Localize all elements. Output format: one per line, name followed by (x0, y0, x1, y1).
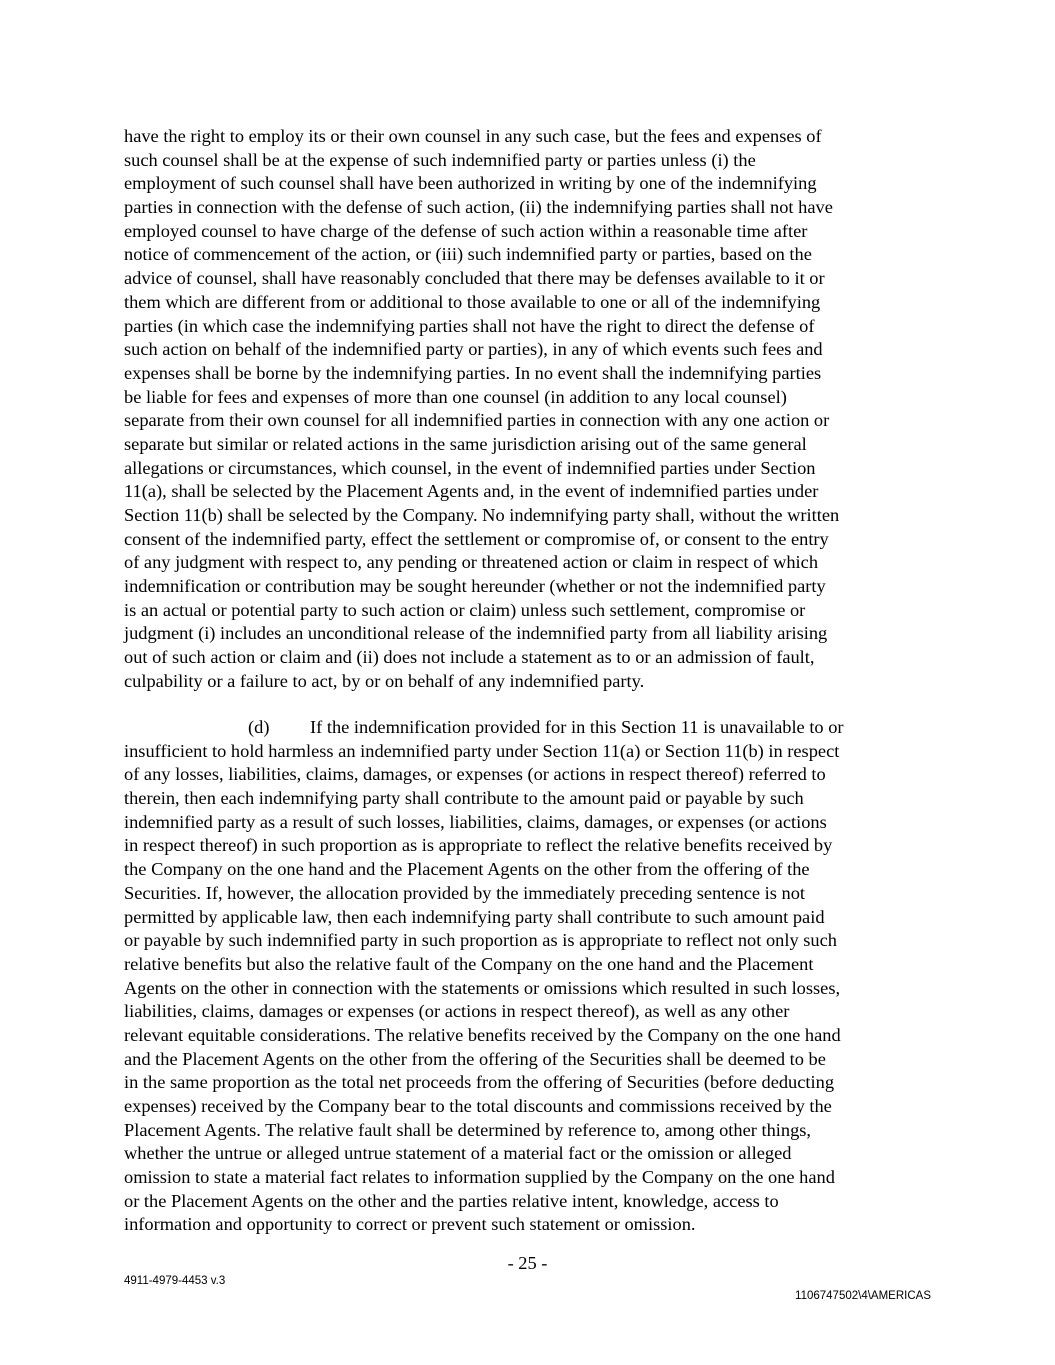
text-line: expenses shall be borne by the indemnifying parties. In no event shall the indemnifying parties (124, 362, 822, 383)
text-line: separate from their own counsel for all indemnified parties in connection with any one action or (124, 410, 830, 431)
text-line: Placement Agents. The relative fault shall be determined by reference to, among other things, (124, 1119, 812, 1140)
first-line-text: If the indemnification provided for in this Section 11 is unavailable to or (310, 717, 844, 737)
text-line: insufficient to hold harmless an indemnified party under Section 11(a) or Section 11(b) in respect (124, 740, 840, 761)
text-line: such counsel shall be at the expense of such indemnified party or parties unless (i) the (124, 149, 756, 170)
text-line: judgment (i) includes an unconditional release of the indemnified party from all liability arising (124, 623, 828, 644)
text-line: or payable by such indemnified party in such proportion as is appropriate to reflect not only such (124, 930, 837, 951)
text-line: or the Placement Agents on the other and the parties relative intent, knowledge, access to (124, 1190, 779, 1211)
text-line: separate but similar or related actions in the same jurisdiction arising out of the same general (124, 433, 807, 454)
text-line: expenses) received by the Company bear to the total discounts and commissions received by the (124, 1096, 832, 1116)
text-line: relative benefits but also the relative fault of the Company on the one hand and the Placement (124, 953, 814, 974)
text-line: permitted by applicable law, then each indemnifying party shall contribute to such amount paid (124, 906, 825, 927)
text-line: employment of such counsel shall have been authorized in writing by one of the indemnifying (124, 173, 817, 194)
text-line: Securities. If, however, the allocation provided by the immediately preceding sentence is not (124, 882, 806, 903)
text-line: indemnification or contribution may be sought hereunder (whether or not the indemnified party (124, 576, 826, 597)
text-line: in respect thereof) in such proportion as is appropriate to reflect the relative benefits received by (124, 835, 833, 856)
text-line: out of such action or claim and (ii) does not include a statement as to or an admission of fault, (124, 647, 815, 668)
paragraph-continuation (124, 125, 939, 694)
document-id-right: 1106747502\4\AMERICAS (795, 1290, 931, 1302)
text-line: the Company on the one hand and the Placement Agents on the other from the offering of the (124, 859, 810, 880)
text-line: culpability or a failure to act, by or on behalf of any indemnified party. (124, 670, 645, 691)
paragraph-section-d (124, 716, 939, 1237)
text-line: of any losses, liabilities, claims, damages, or expenses (or actions in respect thereof) referred to (124, 764, 826, 785)
text-line: employed counsel to have charge of the defense of such action within a reasonable time after (124, 220, 808, 241)
text-line: allegations or circumstances, which counsel, in the event of indemnified parties under Section (124, 457, 816, 478)
text-line: and the Placement Agents on the other from the offering of the Securities shall be deemed to be (124, 1048, 826, 1069)
subsection-label: (d) (248, 717, 270, 737)
text-line: whether the untrue or alleged untrue statement of a material fact or the omission or alleged (124, 1143, 792, 1164)
text-line: such action on behalf of the indemnified party or parties), in any of which events such fees and (124, 339, 823, 360)
text-line: omission to state a material fact relates to information supplied by the Company on the one hand (124, 1167, 835, 1188)
text-line: parties (in which case the indemnifying parties shall not have the right to direct the defense of (124, 315, 815, 336)
text-line: 11(a), shall be selected by the Placement Agents and, in the event of indemnified parties under (124, 481, 819, 502)
text-line: of any judgment with respect to, any pending or threatened action or claim in respect of which (124, 552, 819, 573)
text-line: therein, then each indemnifying party shall contribute to the amount paid or payable by such (124, 788, 804, 809)
text-line: have the right to employ its or their own counsel in any such case, but the fees and expenses of (124, 126, 822, 146)
document-id-left: 4911-4979-4453 v.3 (124, 1275, 226, 1287)
text-line: advice of counsel, shall have reasonably concluded that there may be defenses available to it or (124, 268, 825, 289)
text-line: indemnified party as a result of such losses, liabilities, claims, damages, or expenses (or actions (124, 811, 827, 832)
text-line: Agents on the other in connection with the statements or omissions which resulted in such losses, (124, 977, 841, 998)
text-line: Section 11(b) shall be selected by the Company. No indemnifying party shall, without the written (124, 505, 840, 525)
text-line: information and opportunity to correct or prevent such statement or omission. (124, 1214, 696, 1235)
text-line: parties in connection with the defense of such action, (ii) the indemnifying parties shall not have (124, 197, 833, 218)
paragraph-body (124, 740, 939, 1237)
paragraph-first-line (124, 716, 939, 740)
text-line: relevant equitable considerations. The relative benefits received by the Company on the one hand (124, 1024, 841, 1045)
text-line: notice of commencement of the action, or (iii) such indemnified party or parties, based on the (124, 244, 812, 265)
text-line: is an actual or potential party to such action or claim) unless such settlement, compromise or (124, 599, 806, 620)
text-line: consent of the indemnified party, effect the settlement or compromise of, or consent to the entry (124, 528, 829, 549)
text-line: in the same proportion as the total net proceeds from the offering of Securities (before deducting (124, 1072, 835, 1093)
page-number: - 25 - (507, 1253, 548, 1273)
text-line: be liable for fees and expenses of more than one counsel (in addition to any local counsel) (124, 386, 787, 407)
text-line: them which are different from or additional to those available to one or all of the indemnifying (124, 291, 821, 312)
text-line: liabilities, claims, damages or expenses (or actions in respect thereof), as well as any other (124, 1001, 790, 1022)
